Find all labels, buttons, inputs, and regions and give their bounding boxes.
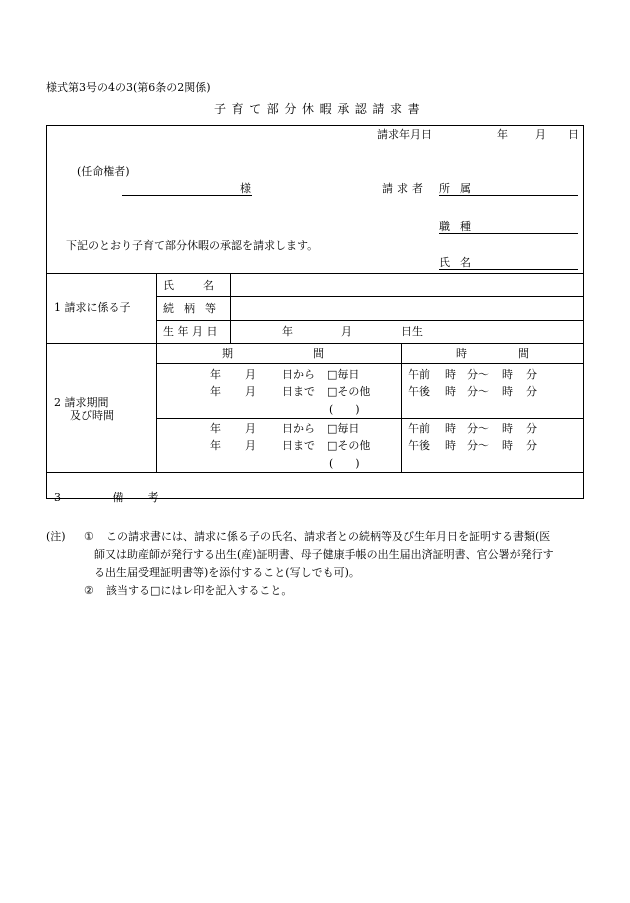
block1-from-month: 月: [245, 368, 256, 381]
block1-am-h2: 時: [502, 368, 513, 381]
time-header: 時間: [456, 347, 580, 360]
section1-row-divider: [156, 320, 584, 321]
block1-pm-h2: 時: [502, 385, 513, 398]
block2-pm-m2: 分: [526, 439, 537, 452]
requester-label: 請求者: [382, 182, 427, 195]
appointer-label: (任命権者): [77, 165, 130, 178]
block2-to-day: 日まで: [282, 439, 315, 452]
section1-label: 1 請求に係る子: [54, 301, 131, 314]
block1-to-day: 日まで: [282, 385, 315, 398]
sama-label: 様: [240, 182, 251, 195]
relationship-label: 続柄等: [163, 302, 226, 315]
period-header: 期間: [222, 347, 404, 360]
block2-pm-m1: 分～: [467, 439, 489, 452]
position-field[interactable]: [439, 233, 578, 234]
note2-number: ②: [84, 584, 94, 597]
block1-pm-h1: 時: [445, 385, 456, 398]
request-year: 年: [497, 128, 508, 141]
note1-line3: る出生届受理証明書等)を添付すること(写しでも可)。: [94, 566, 360, 579]
block1-to-month: 月: [245, 385, 256, 398]
child-name-label: 氏名: [163, 279, 243, 292]
section-divider: [46, 273, 584, 274]
block2-to-year: 年: [210, 439, 221, 452]
block2-pm-label: 午後: [408, 439, 430, 452]
block2-to-month: 月: [245, 439, 256, 452]
block1-other-paren: ( ): [329, 403, 360, 416]
block2-from-day: 日から: [282, 422, 315, 435]
block2-am-h1: 時: [445, 422, 456, 435]
section2-row-divider: [156, 363, 584, 364]
statement-text: 下記のとおり子育て部分休暇の承認を請求します。: [66, 239, 319, 252]
block1-from-year: 年: [210, 368, 221, 381]
block1-to-year: 年: [210, 385, 221, 398]
request-month: 月: [535, 128, 546, 141]
block2-pm-h1: 時: [445, 439, 456, 452]
block1-other-checkbox[interactable]: □その他: [327, 385, 371, 398]
appointer-field[interactable]: [122, 195, 252, 196]
section2-label-line2: 及び時間: [70, 409, 114, 422]
form-number: 様式第3号の4の3(第6条の2関係): [46, 81, 211, 94]
note1-line2: 師又は助産師が発行する出生(産)証明書、母子健康手帳の出生届出済証明書、官公署が発行す: [94, 548, 554, 561]
block1-pm-m1: 分～: [467, 385, 489, 398]
affiliation-field[interactable]: [439, 195, 578, 196]
section2-row-divider: [156, 418, 584, 419]
block2-other-checkbox[interactable]: □その他: [327, 439, 371, 452]
dob-label: 生年月日: [163, 325, 221, 338]
section-divider: [46, 343, 584, 344]
name-field[interactable]: [439, 269, 578, 270]
block1-am-h1: 時: [445, 368, 456, 381]
section1-row-divider: [156, 296, 584, 297]
request-day: 日: [568, 128, 579, 141]
note1-number: ①: [84, 530, 94, 543]
name-label: 氏名: [439, 256, 481, 269]
affiliation-label: 所属: [439, 182, 481, 195]
note1-line1: この請求書には、請求に係る子の氏名、請求者との続柄等及び生年月日を証明する書類(医: [106, 530, 551, 543]
block2-pm-h2: 時: [502, 439, 513, 452]
block1-pm-m2: 分: [526, 385, 537, 398]
page-title: 子育て部分休暇承認請求書: [214, 102, 426, 116]
block1-am-label: 午前: [408, 368, 430, 381]
dob-year: 年: [282, 325, 293, 338]
section2-label-line1: 2 請求期間: [54, 396, 109, 409]
block2-from-month: 月: [245, 422, 256, 435]
notes-head: (注): [46, 530, 66, 543]
dob-day: 日生: [401, 325, 423, 338]
block2-am-m2: 分: [526, 422, 537, 435]
section3-label: 3 備考: [54, 491, 183, 504]
request-date-label: 請求年月日: [377, 128, 432, 141]
block1-from-day: 日から: [282, 368, 315, 381]
position-label: 職種: [439, 220, 481, 233]
block2-daily-checkbox[interactable]: □毎日: [327, 422, 360, 435]
block1-daily-checkbox[interactable]: □毎日: [327, 368, 360, 381]
block2-am-m1: 分～: [467, 422, 489, 435]
block2-other-paren: ( ): [329, 457, 360, 470]
block1-am-m1: 分～: [467, 368, 489, 381]
block1-am-m2: 分: [526, 368, 537, 381]
block2-am-h2: 時: [502, 422, 513, 435]
block2-from-year: 年: [210, 422, 221, 435]
note2-text: 該当する□にはレ印を記入すること。: [106, 584, 293, 597]
section-divider: [46, 472, 584, 473]
dob-month: 月: [341, 325, 352, 338]
section1-col-divider: [156, 273, 157, 473]
block1-pm-label: 午後: [408, 385, 430, 398]
block2-am-label: 午前: [408, 422, 430, 435]
